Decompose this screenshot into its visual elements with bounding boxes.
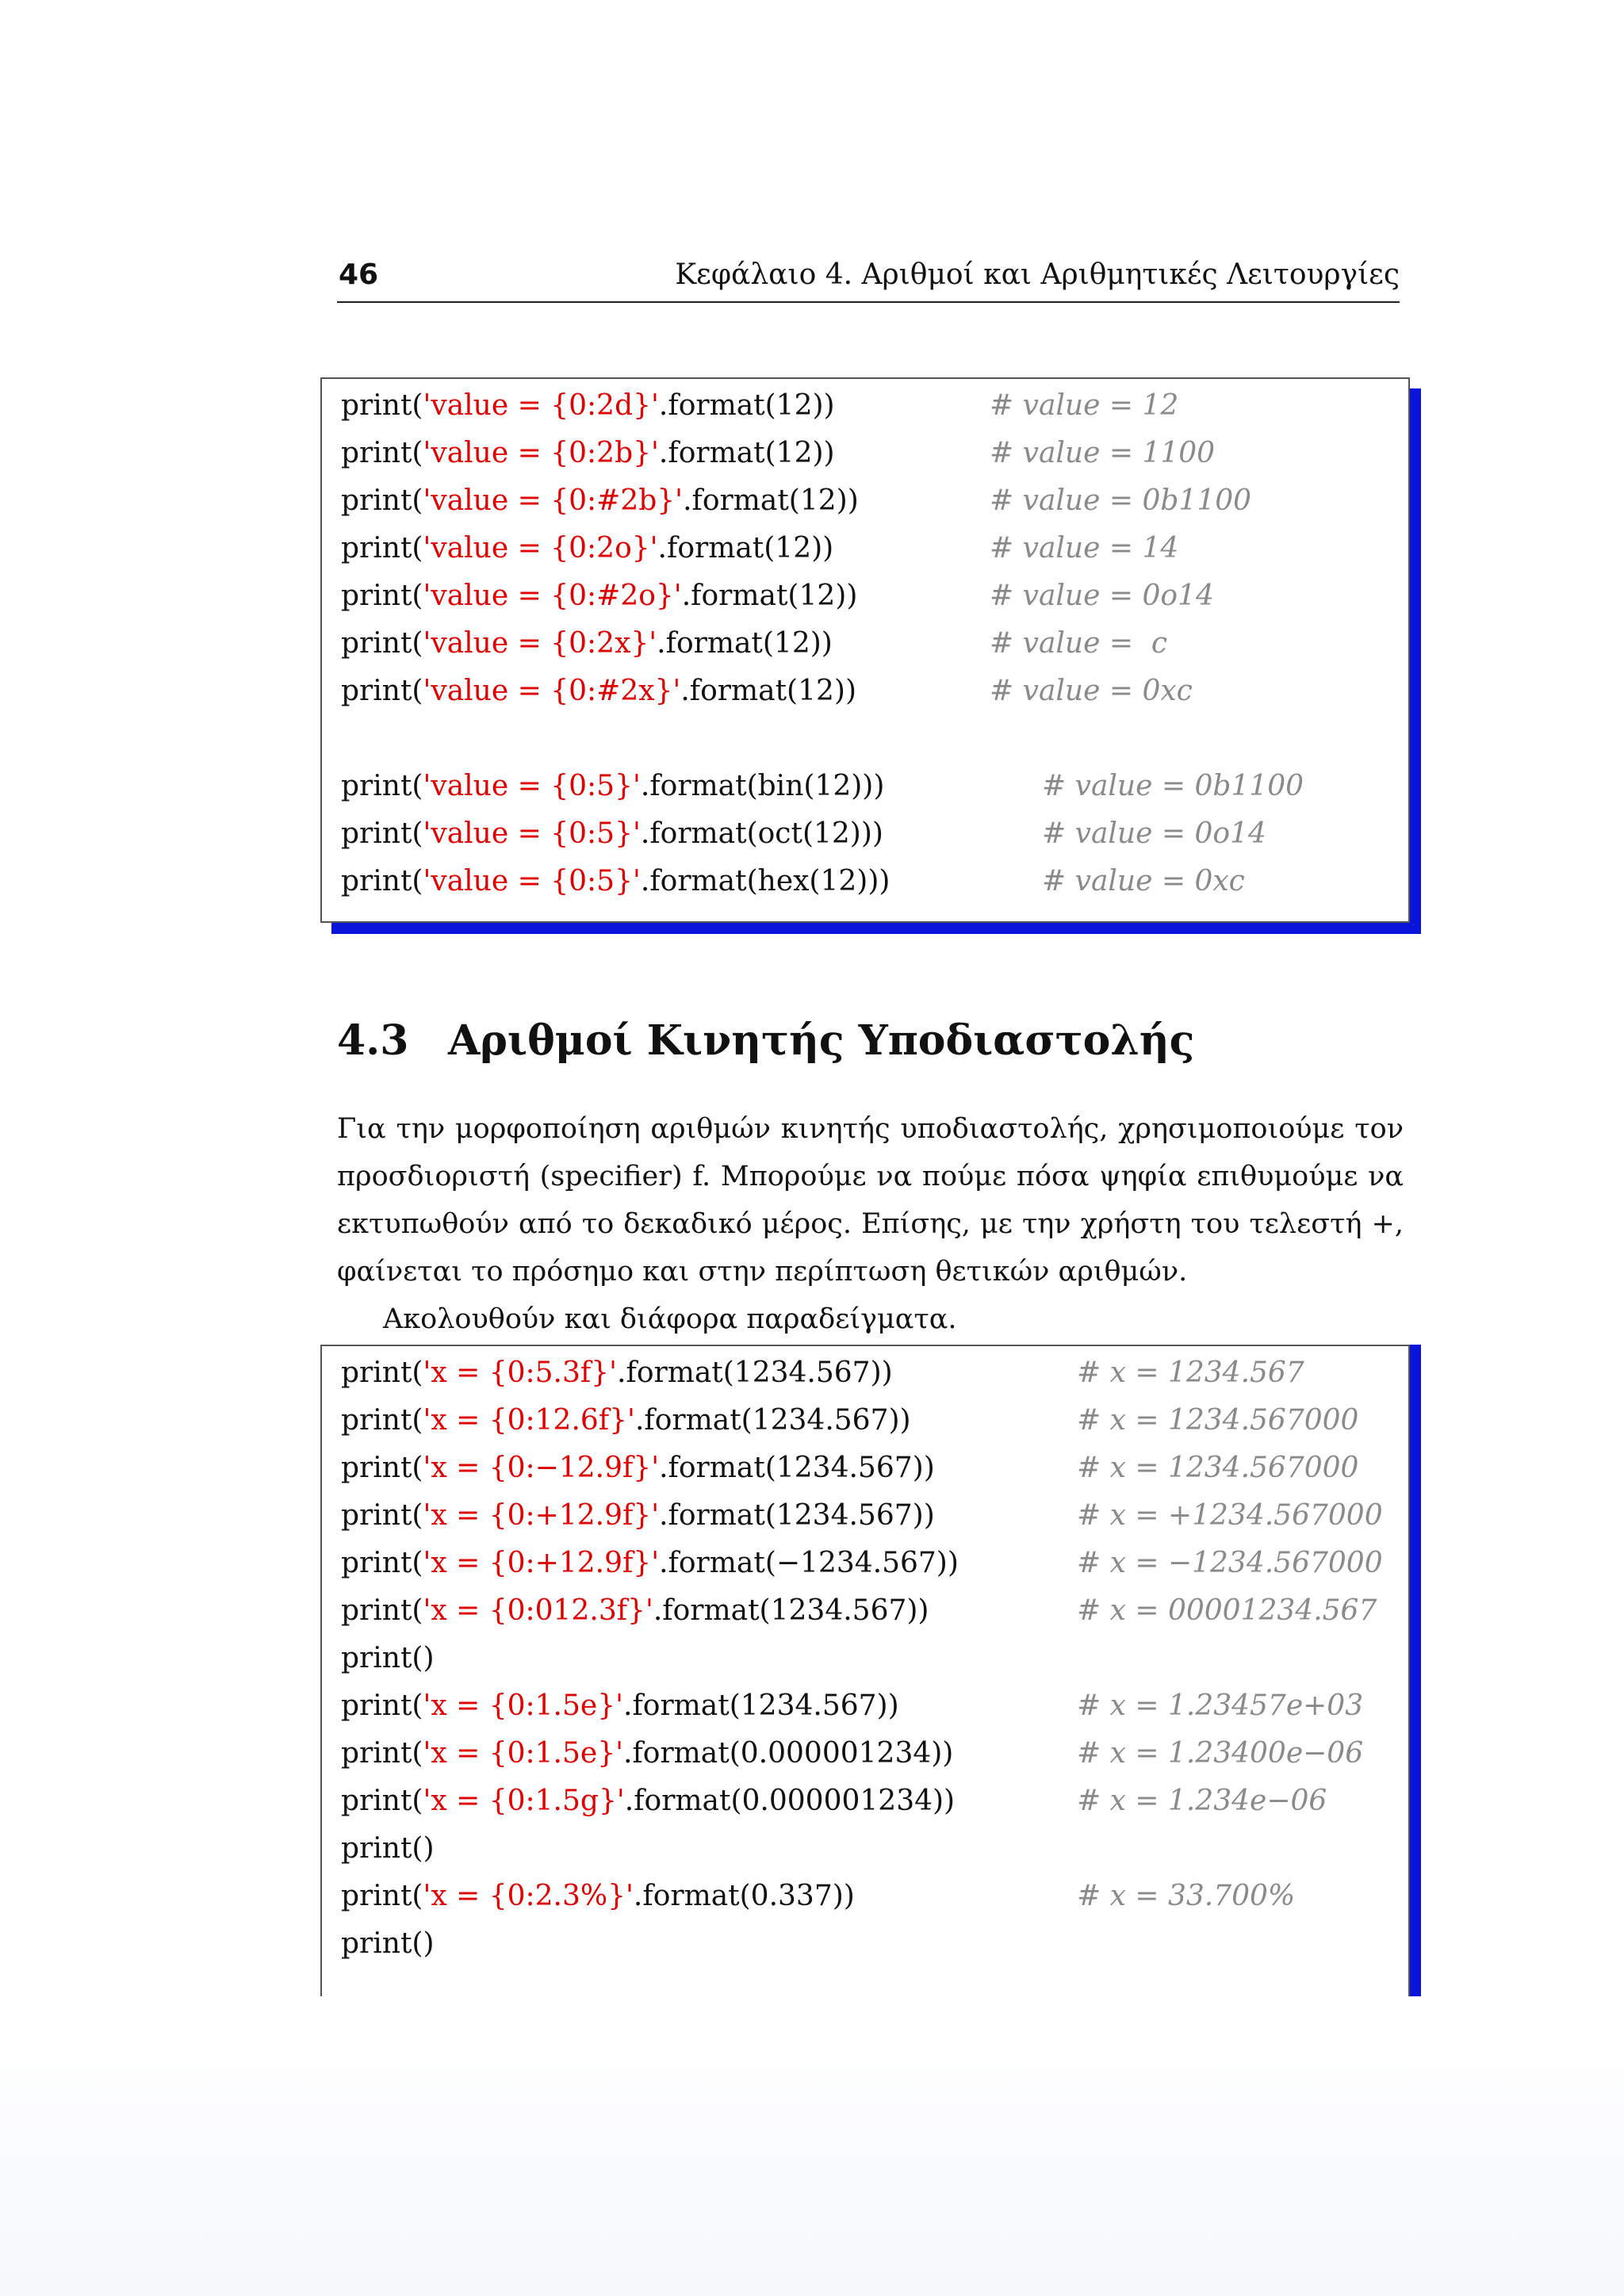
code-line: print('x = {0:−12.9f}'.format(1234.567)) (341, 1452, 935, 1484)
code-line: print('value = {0:2b}'.format(12)) (341, 437, 835, 469)
code-line: print('x = {0:+12.9f}'.format(−1234.567)) (341, 1547, 959, 1579)
code-comment: # x = 00001234.567 (1077, 1594, 1377, 1627)
code-line: print('value = {0:2o}'.format(12)) (341, 532, 834, 564)
code-comment: # x = 1.23400e−06 (1077, 1737, 1364, 1770)
code-line: print() (341, 1832, 435, 1865)
code-comment: # x = 1234.567000 (1077, 1404, 1359, 1437)
code-line: print('x = {0:2.3%}'.format(0.337)) (341, 1880, 855, 1912)
code-comment: # x = +1234.567000 (1077, 1499, 1383, 1532)
code-comment: # value = 0o14 (1042, 817, 1266, 850)
code-block-2 (320, 1345, 1410, 1996)
code-comment: # value = 1100 (990, 437, 1216, 469)
section-heading (337, 1016, 1194, 1065)
code-line: print('value = {0:#2o}'.format(12)) (341, 580, 858, 612)
page-number: 46 (339, 258, 379, 291)
code-comment: # value = 0xc (1042, 865, 1245, 897)
code-line: print('x = {0:+12.9f}'.format(1234.567)) (341, 1499, 935, 1532)
section-number: 4.3 (337, 1016, 409, 1065)
body-paragraph: Για την μορφοποίηση αριθμών κινητής υποδιαστολής, χρησιμοποιούμε τον προσδιοριστή (specifier) f. Μπορούμε να πούμε πόσα ψηφία επιθυμούμε να εκτυπωθούν από το δεκαδικό μέρος. Επίσης, με την χρήστη του τελεστή +, φαίνεται το πρόσημο και στην περίπτωση θετικών αριθμών. (337, 1113, 1404, 1288)
code-line: print() (341, 1642, 435, 1674)
code-line: print('x = {0:1.5g}'.format(0.000001234)) (341, 1785, 956, 1817)
code-block-1 (320, 377, 1410, 923)
section-title: Αριθμοί Κινητής Υποδιαστολής (448, 1016, 1195, 1065)
code-comment: # x = 1.234e−06 (1077, 1785, 1327, 1817)
code-comment: # x = −1234.567000 (1077, 1547, 1383, 1579)
code-line: print('value = {0:2d}'.format(12)) (341, 389, 835, 422)
code-line: print('value = {0:5}'.format(hex(12))) (341, 865, 891, 897)
code-line: print('x = {0:12.6f}'.format(1234.567)) (341, 1404, 911, 1437)
running-header (337, 255, 1400, 303)
code-line: print() (341, 1927, 435, 1960)
code-comment: # value = 0xc (990, 675, 1193, 707)
body-paragraph: Ακολουθούν και διάφορα παραδείγματα. (383, 1303, 957, 1335)
code-line: print('value = {0:2x}'.format(12)) (341, 627, 833, 660)
code-comment: # x = 1.23457e+03 (1077, 1689, 1364, 1722)
code-line: print('value = {0:#2x}'.format(12)) (341, 675, 857, 707)
code-comment: # value = 0b1100 (990, 484, 1252, 517)
code-comment: # value = 14 (990, 532, 1179, 564)
code-comment: # x = 1234.567 (1077, 1357, 1304, 1389)
code-line: print('value = {0:#2b}'.format(12)) (341, 484, 859, 517)
page-bottom-area (0, 2006, 1624, 2296)
code-comment: # x = 33.700% (1077, 1880, 1296, 1912)
code-line: print('value = {0:5}'.format(bin(12))) (341, 770, 885, 802)
code-comment: # x = 1234.567000 (1077, 1452, 1359, 1484)
code-comment: # value = 12 (990, 389, 1179, 422)
code-comment: # value = c (990, 627, 1168, 660)
code-line: print('x = {0:5.3f}'.format(1234.567)) (341, 1357, 893, 1389)
code-line: print('value = {0:5}'.format(oct(12))) (341, 817, 883, 850)
code-line: print('x = {0:1.5e}'.format(0.000001234)) (341, 1737, 954, 1770)
code-comment: # value = 0o14 (990, 580, 1214, 612)
chapter-title: Κεφάλαιο 4. Αριθμοί και Αριθμητικές Λειτουργίες (675, 258, 1400, 291)
code-line: print('x = {0:012.3f}'.format(1234.567)) (341, 1594, 929, 1627)
code-comment: # value = 0b1100 (1042, 770, 1304, 802)
code-line: print('x = {0:1.5e}'.format(1234.567)) (341, 1689, 899, 1722)
